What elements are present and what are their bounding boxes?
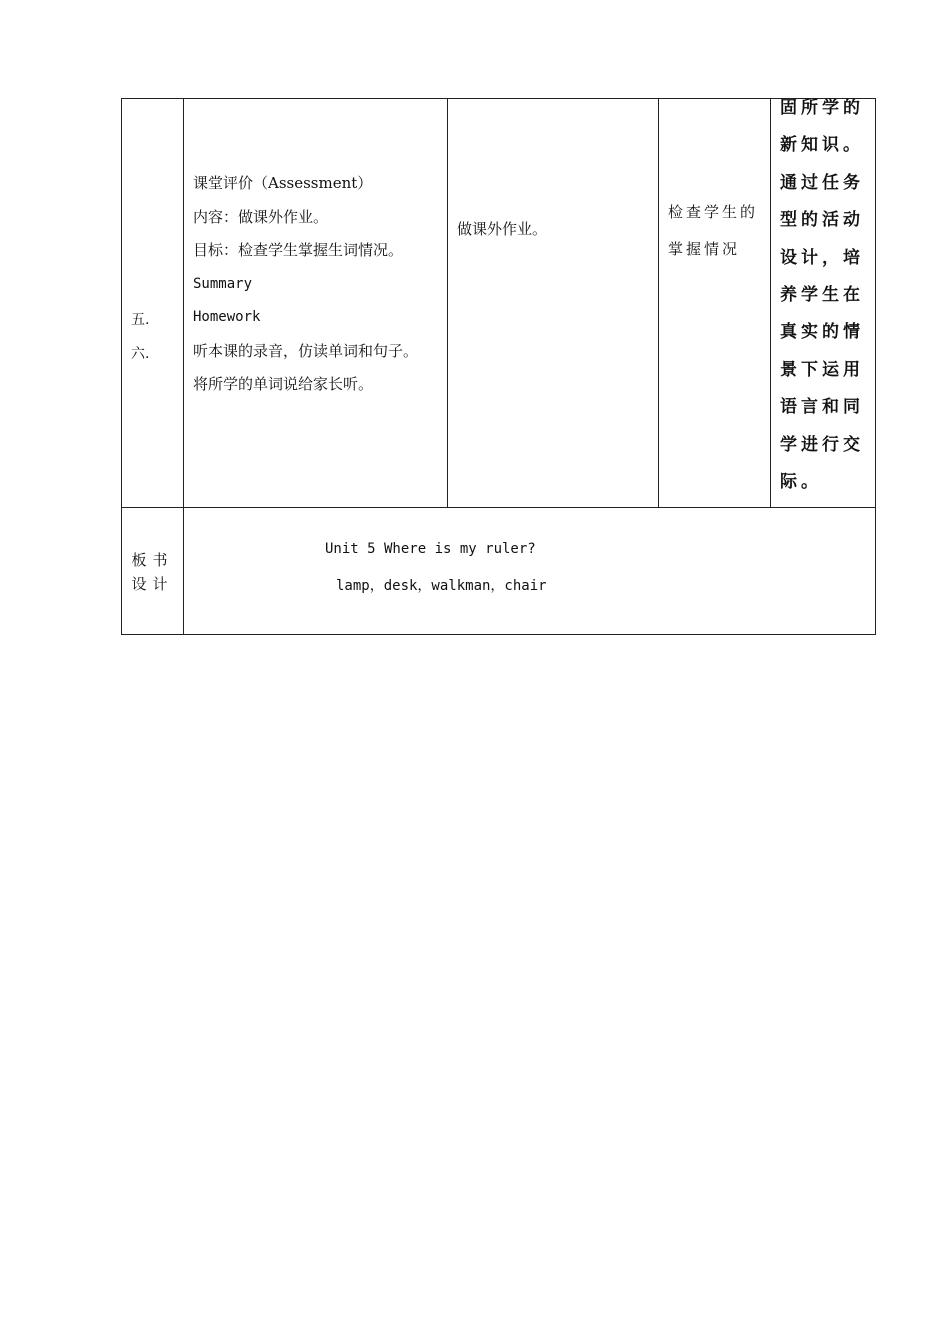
teaching-content-cell <box>184 99 448 508</box>
student-activity-cell <box>448 99 659 508</box>
content-line: 内容：做课外作业。 <box>193 207 329 226</box>
board-label-line: 板书 <box>131 551 174 569</box>
intent-line: 新知识。 <box>780 135 864 156</box>
content-line: 将所学的单词说给家长听。 <box>193 375 374 393</box>
board-design-cell <box>184 508 876 635</box>
content-line: 目标：检查学生掌握生词情况。 <box>193 241 404 259</box>
design-intent-cell <box>771 99 876 508</box>
intent-line: 真实的情 <box>780 322 864 343</box>
table-row <box>122 508 876 635</box>
board-title: Unit 5 Where is my ruler? <box>325 541 536 557</box>
intent-line: 学进行交 <box>780 434 864 455</box>
check-line: 检查学生的 <box>668 203 759 221</box>
board-label-line: 设计 <box>131 575 174 593</box>
intent-line: 养学生在 <box>780 285 864 306</box>
step-number-cell <box>122 99 184 508</box>
table-row <box>122 99 876 508</box>
step-number: 六. <box>131 346 150 362</box>
step-number: 五. <box>131 312 150 328</box>
lesson-plan-table <box>121 98 876 635</box>
intent-line: 固所学的 <box>780 98 864 118</box>
student-activity: 做课外作业。 <box>457 220 548 238</box>
content-line: 课堂评价（Assessment） <box>193 174 373 192</box>
check-line: 掌握情况 <box>668 240 741 258</box>
intent-line: 语言和同 <box>780 397 864 418</box>
check-cell <box>659 99 771 508</box>
board-words: lamp，desk，walkman，chair <box>336 578 547 594</box>
intent-line: 型的活动 <box>780 210 864 231</box>
intent-line: 设计，培 <box>780 247 864 268</box>
content-line: Homework <box>193 309 261 325</box>
intent-line: 通过任务 <box>780 172 864 193</box>
intent-line: 景下运用 <box>780 359 864 380</box>
content-line: Summary <box>193 275 253 292</box>
board-label-cell <box>122 508 184 635</box>
intent-line: 际。 <box>780 472 822 493</box>
content-line: 听本课的录音，仿读单词和句子。 <box>193 341 419 360</box>
